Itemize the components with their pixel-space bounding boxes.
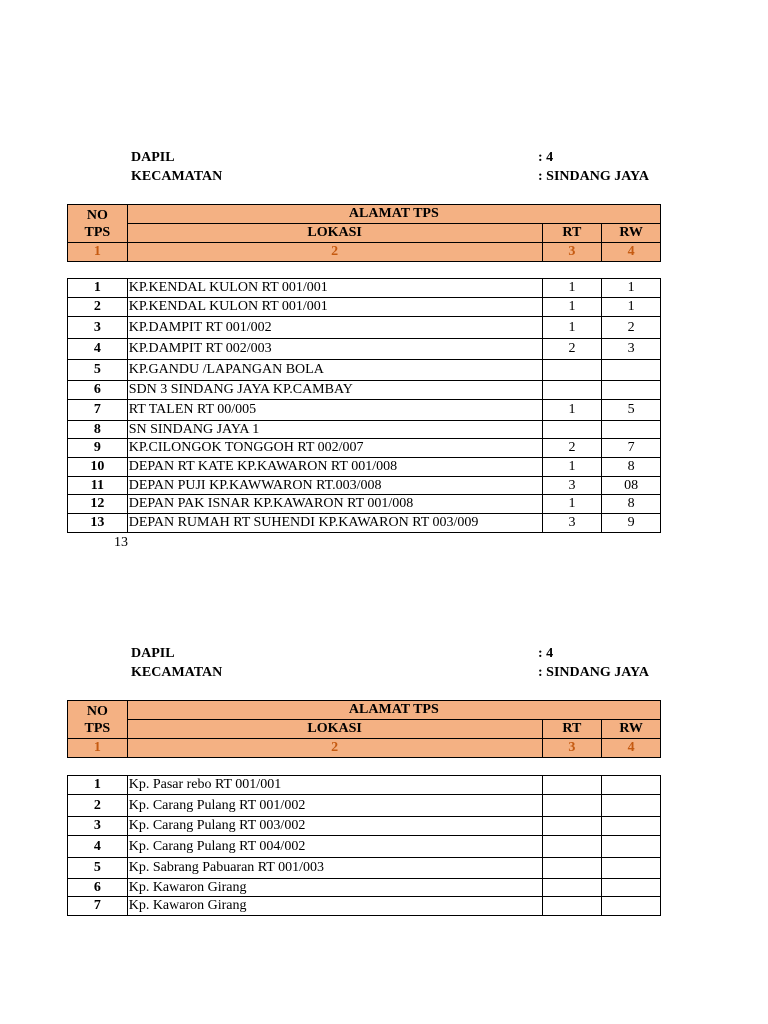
header-alamat-tps: ALAMAT TPS [127, 205, 660, 224]
tps-data-table [67, 278, 661, 533]
header-rt: RT [542, 224, 602, 243]
table-row [68, 817, 661, 836]
header-lokasi: LOKASI [127, 720, 542, 739]
row-rw: 5 [602, 400, 661, 421]
header-alamat-tps: ALAMAT TPS [127, 701, 660, 720]
header-rw: RW [602, 224, 661, 243]
row-no: 2 [68, 298, 128, 317]
table-row [68, 514, 661, 533]
row-lokasi: DEPAN RUMAH RT SUHENDI KP.KAWARON RT 003/009 [127, 514, 542, 533]
row-no: 5 [68, 858, 128, 879]
row-rt [542, 421, 602, 439]
header-tps-text: TPS [84, 720, 111, 736]
row-rt: 3 [542, 514, 602, 533]
row-no: 3 [68, 817, 128, 836]
row-rt: 1 [542, 298, 602, 317]
row-lokasi: Kp. Carang Pulang RT 003/002 [127, 817, 542, 836]
row-no: 1 [68, 279, 128, 298]
row-no: 8 [68, 421, 128, 439]
row-lokasi: Kp. Kawaron Girang [127, 879, 542, 897]
header-no-tps [68, 701, 128, 739]
kecamatan-value: : SINDANG JAYA [538, 665, 649, 680]
table-row [68, 317, 661, 339]
header-col-number: 3 [542, 243, 602, 262]
row-rw: 08 [602, 477, 661, 495]
row-rw: 2 [602, 317, 661, 339]
row-rw [602, 776, 661, 795]
header-col-number: 1 [68, 739, 128, 758]
row-lokasi: KP.KENDAL KULON RT 001/001 [127, 279, 542, 298]
row-rw [602, 897, 661, 916]
row-rt [542, 879, 602, 897]
row-rw [602, 795, 661, 817]
row-rw [602, 381, 661, 400]
table-row [68, 879, 661, 897]
row-no: 4 [68, 339, 128, 360]
row-rt: 2 [542, 439, 602, 458]
tps-data-table [67, 775, 661, 916]
row-no: 7 [68, 400, 128, 421]
table-row [68, 298, 661, 317]
table-row [68, 400, 661, 421]
row-no: 1 [68, 776, 128, 795]
row-rw [602, 858, 661, 879]
header-lokasi: LOKASI [127, 224, 542, 243]
dapil-value: : 4 [538, 646, 554, 661]
row-lokasi: Kp. Pasar rebo RT 001/001 [127, 776, 542, 795]
dapil-label: DAPIL [131, 646, 175, 661]
header-rw: RW [602, 720, 661, 739]
kecamatan-label: KECAMATAN [131, 169, 223, 184]
row-lokasi: KP.KENDAL KULON RT 001/001 [127, 298, 542, 317]
header-col-number: 1 [68, 243, 128, 262]
table-row [68, 458, 661, 477]
tps-header-table [67, 204, 661, 262]
row-rt: 1 [542, 458, 602, 477]
row-no: 2 [68, 795, 128, 817]
table-row [68, 279, 661, 298]
row-rt: 1 [542, 279, 602, 298]
header-col-number: 2 [127, 243, 542, 262]
table-row [68, 897, 661, 916]
row-lokasi: KP.CILONGOK TONGGOH RT 002/007 [127, 439, 542, 458]
row-lokasi: SN SINDANG JAYA 1 [127, 421, 542, 439]
table-row [68, 439, 661, 458]
row-no: 3 [68, 317, 128, 339]
table-row [68, 495, 661, 514]
row-no: 7 [68, 897, 128, 916]
row-no: 5 [68, 360, 128, 381]
row-rt: 2 [542, 339, 602, 360]
header-no-text: NO [86, 703, 108, 719]
table-row [68, 776, 661, 795]
row-rt [542, 858, 602, 879]
row-rw: 8 [602, 458, 661, 477]
row-lokasi: DEPAN PAK ISNAR KP.KAWARON RT 001/008 [127, 495, 542, 514]
row-lokasi: KP.DAMPIT RT 002/003 [127, 339, 542, 360]
table-row [68, 360, 661, 381]
dapil-value: : 4 [538, 150, 554, 165]
row-lokasi: DEPAN PUJI KP.KAWWARON RT.003/008 [127, 477, 542, 495]
row-rw: 8 [602, 495, 661, 514]
row-rw: 1 [602, 298, 661, 317]
header-col-number: 4 [602, 243, 661, 262]
row-no: 12 [68, 495, 128, 514]
header-tps-text: TPS [84, 224, 111, 240]
row-lokasi: KP.DAMPIT RT 001/002 [127, 317, 542, 339]
row-rw: 3 [602, 339, 661, 360]
row-rw [602, 817, 661, 836]
row-rt [542, 360, 602, 381]
row-no: 9 [68, 439, 128, 458]
table-row [68, 477, 661, 495]
row-no: 6 [68, 879, 128, 897]
row-rt [542, 795, 602, 817]
header-col-number: 4 [602, 739, 661, 758]
row-rw [602, 421, 661, 439]
row-lokasi: Kp. Carang Pulang RT 001/002 [127, 795, 542, 817]
row-lokasi: RT TALEN RT 00/005 [127, 400, 542, 421]
row-rt: 1 [542, 400, 602, 421]
header-rt: RT [542, 720, 602, 739]
row-lokasi: SDN 3 SINDANG JAYA KP.CAMBAY [127, 381, 542, 400]
header-no-tps [68, 205, 128, 243]
kecamatan-value: : SINDANG JAYA [538, 169, 649, 184]
header-no-text: NO [86, 207, 108, 223]
header-col-number: 3 [542, 739, 602, 758]
row-lokasi: Kp. Carang Pulang RT 004/002 [127, 836, 542, 858]
row-lokasi: DEPAN RT KATE KP.KAWARON RT 001/008 [127, 458, 542, 477]
row-rw: 9 [602, 514, 661, 533]
row-no: 11 [68, 477, 128, 495]
table-row [68, 858, 661, 879]
row-rw [602, 879, 661, 897]
tps-header-table [67, 700, 661, 758]
row-lokasi: KP.GANDU /LAPANGAN BOLA [127, 360, 542, 381]
row-rw [602, 360, 661, 381]
row-lokasi: Kp. Sabrang Pabuaran RT 001/003 [127, 858, 542, 879]
row-rt: 3 [542, 477, 602, 495]
row-lokasi: Kp. Kawaron Girang [127, 897, 542, 916]
row-rt: 1 [542, 317, 602, 339]
table-row [68, 421, 661, 439]
row-rt [542, 817, 602, 836]
row-no: 4 [68, 836, 128, 858]
row-rw: 7 [602, 439, 661, 458]
row-rw [602, 836, 661, 858]
table-row [68, 381, 661, 400]
kecamatan-label: KECAMATAN [131, 665, 223, 680]
dapil-label: DAPIL [131, 150, 175, 165]
row-no: 13 [68, 514, 128, 533]
row-rw: 1 [602, 279, 661, 298]
row-no: 6 [68, 381, 128, 400]
row-rt [542, 381, 602, 400]
header-col-number: 2 [127, 739, 542, 758]
row-rt: 1 [542, 495, 602, 514]
table-row [68, 795, 661, 817]
total-count: 13 [114, 535, 128, 550]
row-rt [542, 776, 602, 795]
table-row [68, 339, 661, 360]
row-no: 10 [68, 458, 128, 477]
row-rt [542, 836, 602, 858]
row-rt [542, 897, 602, 916]
table-row [68, 836, 661, 858]
